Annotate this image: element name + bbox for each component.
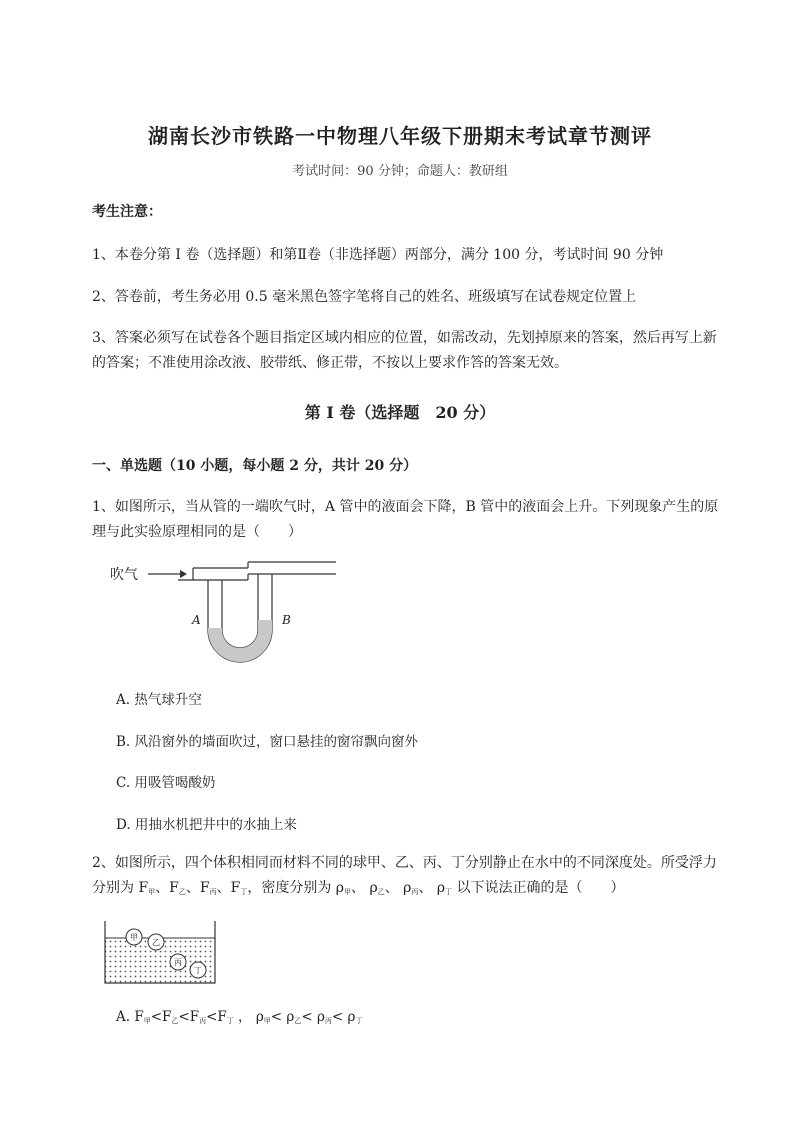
page-subtitle: 考试时间：90 分钟；命题人：教研组	[292, 164, 508, 179]
page-title: 湖南长沙市铁路一中物理八年级下册期末考试章节测评	[148, 124, 652, 148]
label-a: A	[192, 613, 201, 627]
q1-option-a[interactable]: A. 热气球升空	[116, 692, 202, 708]
balls-in-water-figure	[104, 920, 216, 984]
notice-heading: 考生注意：	[92, 204, 162, 220]
label-b: B	[282, 613, 291, 627]
ball-yi: 乙	[152, 938, 160, 947]
notice-item-3: 3、答案必须写在试卷各个题目指定区域内相应的位置，如需改动，先划掉原来的答案，然后再写上新的答案；不准使用涂改液、胶带纸、修正带，不按以上要求作答的答案无效。	[92, 330, 717, 371]
blow-arrow	[148, 570, 187, 578]
ball-ding: 丁	[194, 966, 202, 975]
q1-option-d[interactable]: D. 用抽水机把井中的水抽上来	[116, 817, 297, 833]
part-heading: 一、单选题（10 小题，每小题 2 分，共计 20 分）	[92, 458, 418, 474]
notice-item-2: 2、答卷前，考生务必用 0.5 毫米黑色签字笔将自己的姓名、班级填写在试卷规定位置上	[92, 289, 637, 305]
question-2-stem: 2、如图所示，四个体积相同而材料不同的球甲、乙、丙、丁分别静止在水中的不同深度处。所受浮力分别为 $F_甲$、$F_乙$、$F_丙$、$F_丁$，密度分别为 $\rho_甲$、 $\rho_乙$、 $\rho_丙$、 $\rho_丁$ 以下说法正确的是（ ）	[92, 855, 717, 896]
ball-jia: 甲	[130, 933, 138, 942]
q2-option-a[interactable]: A. $F_甲<F_乙<F_丙<F_丁$ ， $\rho_甲< \rho_乙< \rho_丙< \rho_丁$	[116, 1009, 363, 1025]
notice-item-1: 1、本卷分第 I 卷（选择题）和第Ⅱ卷（非选择题）两部分，满分 100 分，考试时间 90 分钟	[92, 247, 664, 263]
u-tube-figure	[108, 560, 338, 665]
q1-option-c[interactable]: C. 用吸管喝酸奶	[116, 775, 216, 791]
question-1-stem: 1、如图所示，当从管的一端吹气时，A 管中的液面会下降，B 管中的液面会上升。下列现象产生的原理与此实验原理相同的是（ ）	[92, 499, 719, 540]
blow-label: 吹气	[110, 567, 138, 583]
section-title: 第 I 卷（选择题 20 分）	[304, 403, 496, 422]
ball-bing: 丙	[174, 958, 182, 967]
q1-option-b[interactable]: B. 风沿窗外的墙面吹过，窗口悬挂的窗帘飘向窗外	[116, 734, 419, 750]
